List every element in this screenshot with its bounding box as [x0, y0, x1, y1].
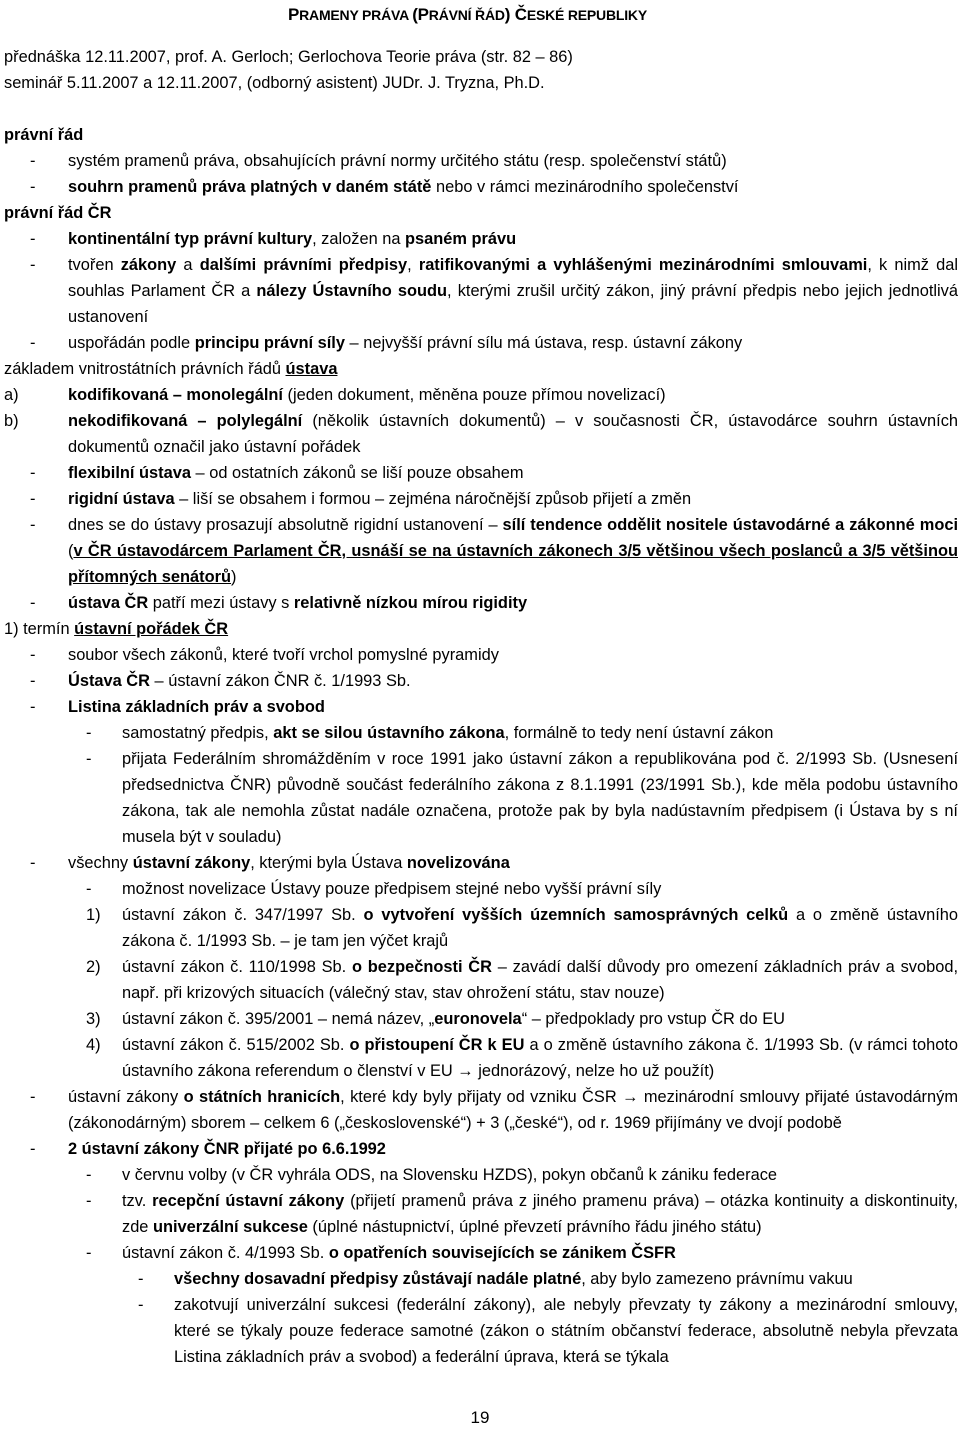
dash-marker: -	[86, 1244, 92, 1262]
section-heading-ustavni-poradek	[4, 616, 958, 642]
letter-marker: a)	[4, 386, 19, 404]
item-text: (úplné nástupnictví, úplné převzetí právního řádu jiného státu)	[307, 1218, 762, 1236]
title-part: ESKÉ REPUBLIKY	[526, 7, 647, 23]
list-item	[4, 1136, 958, 1162]
item-text: všechny	[68, 854, 133, 872]
number-marker: 3)	[86, 1010, 101, 1028]
item-text: ústavní zákon č. 515/2002 Sb.	[122, 1036, 350, 1054]
title-part: RAMENY PRÁVA	[299, 7, 413, 23]
bold-text: nálezy Ústavního soudu	[256, 282, 448, 300]
bold-text: relativně nízkou mírou rigidity	[293, 594, 528, 612]
list-item	[4, 954, 958, 1006]
item-text: a o změně ústavního zákona č. 1/1993 Sb. – je tam jen výčet krajů	[122, 906, 958, 950]
dash-marker: -	[86, 1192, 92, 1210]
list-item	[4, 174, 958, 200]
title-part: RÁVNÍ ŘÁD	[428, 7, 505, 23]
bold-text: flexibilní ústava	[68, 464, 191, 482]
list-item	[4, 1240, 958, 1266]
item-text: – ústavní zákon ČNR č. 1/1993 Sb.	[150, 672, 411, 690]
bold-text: Ústava ČR	[68, 672, 150, 690]
bold-text: ústava ČR	[68, 594, 149, 612]
bold-text: euronovela	[434, 1010, 522, 1028]
bold-text: univerzální sukcese	[152, 1218, 308, 1236]
item-text: možnost novelizace Ústavy pouze předpisem stejné nebo vyšší právní síly	[122, 880, 662, 898]
dash-marker: -	[30, 646, 36, 664]
underlined-bold-text: ústava	[285, 360, 338, 378]
dash-marker: -	[86, 880, 92, 898]
list-item	[4, 512, 958, 590]
list-item	[4, 1292, 958, 1370]
bold-text: kontinentální typ právní kultury	[68, 230, 313, 248]
number-marker: 2)	[86, 958, 101, 976]
dash-marker: -	[30, 516, 36, 534]
bold-text: recepční ústavní zákony	[152, 1192, 345, 1210]
list-item	[4, 486, 958, 512]
list-item	[4, 330, 958, 356]
item-text: a o změně ústavního zákona č. 1/1993 Sb. (v rámci tohoto ústavního zákona referendum o členství v EU → jednorázový, nelze ho už použít)	[122, 1036, 958, 1080]
item-text: – od ostatních zákonů se liší pouze obsahem	[190, 464, 524, 482]
list-item	[4, 1266, 958, 1292]
section-heading-pravni-rad	[4, 122, 958, 148]
list-item	[4, 1006, 958, 1032]
item-text: ,	[407, 256, 419, 274]
number-marker: 4)	[86, 1036, 101, 1054]
dash-marker: -	[138, 1270, 144, 1288]
list-item	[4, 694, 958, 720]
dash-marker: -	[30, 672, 36, 690]
list-item	[4, 1162, 958, 1188]
list-item	[4, 1032, 958, 1084]
item-text: soubor všech zákonů, které tvoří vrchol pomyslné pyramidy	[68, 646, 499, 664]
list-item	[4, 1188, 958, 1240]
dash-marker: -	[30, 464, 36, 482]
item-text: , kterými byla Ústava	[250, 854, 407, 872]
document-body	[4, 44, 958, 1370]
meta-lecture: přednáška 12.11.2007, prof. A. Gerloch; Gerlochova Teorie práva (str. 82 – 86)	[4, 48, 573, 66]
letter-marker: b)	[4, 412, 19, 430]
item-text: – zavádí další důvody pro omezení základních práv a svobod, např. při krizových situacích (válečný stav, stav ohrožení státu, stav nouze)	[122, 958, 958, 1002]
page-number: 19	[470, 1408, 490, 1427]
bold-text: dalšími právními předpisy	[199, 256, 408, 274]
dash-marker: -	[86, 1166, 92, 1184]
dash-marker: -	[30, 1140, 36, 1158]
dash-marker: -	[30, 1088, 36, 1106]
dash-marker: -	[30, 256, 36, 274]
bold-text: akt se silou ústavního zákona	[273, 724, 505, 742]
item-text: (několik ústavních dokumentů) – v současnosti ČR, ústavodárce souhrn ústavních dokumentů označil jako ústavní pořádek	[68, 412, 958, 456]
item-text: “ – předpoklady pro vstup ČR do EU	[521, 1010, 785, 1028]
bold-text: nekodifikovaná – polylegální	[68, 412, 303, 430]
item-text: (jeden dokument, měněna pouze přímou novelizací)	[282, 386, 666, 404]
bold-text: o státních hranicích	[183, 1088, 341, 1106]
dash-marker: -	[30, 490, 36, 508]
item-text: , kterými zrušil určitý zákon, jiný právní předpis nebo jejich jednotlivá ustanovení	[68, 282, 958, 326]
item-text: – nejvyšší právní sílu má ústava, resp. ústavní zákony	[344, 334, 743, 352]
item-text: , které kdy byly přijaty od vzniku ČSR → mezinárodní smlouvy přijaté ústavodárným (zákonodárným) sborem – celkem 6 („československé“) + 3 („české“), od r. 1969 přijímány ve dvojí podobě	[68, 1088, 958, 1132]
dash-marker: -	[30, 698, 36, 716]
underlined-bold-text: v ČR ústavodárcem Parlament ČR, usnáší se na ústavních zákonech 3/5 většinou všech poslanců a 3/5 většinou přítomných senátorů	[68, 542, 958, 586]
bold-text: novelizována	[406, 854, 510, 872]
dash-marker: -	[86, 724, 92, 742]
paragraph-ustava-intro	[4, 356, 958, 382]
item-text: zakotvují univerzální sukcesi (federální zákony), ale nebyly převzaty ty zákony a mezinárodní smlouvy, které se týkaly pouze federace samotné (zákon o státním občanství federace, absolutně nebyla převzata Listina základních práv a svobod) a federální úprava, která se týkala	[174, 1296, 958, 1366]
list-item	[4, 668, 958, 694]
item-text: ústavní zákon č. 395/2001 – nemá název, „	[122, 1010, 435, 1028]
item-text: a	[176, 256, 200, 274]
list-item	[4, 642, 958, 668]
item-text: , formálně to tedy není ústavní zákon	[504, 724, 774, 742]
list-item	[4, 252, 958, 330]
dash-marker: -	[30, 178, 36, 196]
title-part: ) Č	[504, 5, 527, 24]
bold-text: zákony	[120, 256, 177, 274]
dash-marker: -	[30, 152, 36, 170]
dash-marker: -	[86, 750, 92, 768]
item-text: systém pramenů práva, obsahujících právní normy určitého státu (resp. společenství států)	[68, 152, 727, 170]
list-item	[4, 902, 958, 954]
bold-text: kodifikovaná – monolegální	[68, 386, 283, 404]
item-text: , aby bylo zamezeno právnímu vakuu	[581, 1270, 853, 1288]
section-heading-pravni-rad-cr	[4, 200, 958, 226]
heading-text: právní řád	[4, 126, 84, 144]
bold-text: Listina základních práv a svobod	[68, 698, 325, 716]
item-text: základem vnitrostátních právních řádů	[4, 360, 286, 378]
underlined-bold-text: ústavní pořádek ČR	[74, 620, 229, 638]
dash-marker: -	[138, 1296, 144, 1314]
list-item	[4, 148, 958, 174]
meta-seminar: seminář 5.11.2007 a 12.11.2007, (odborný asistent) JUDr. J. Tryzna, Ph.D.	[4, 74, 545, 92]
item-text: 1) termín	[4, 620, 75, 638]
item-text: tvořen	[68, 256, 121, 274]
item-text: přijata Federálním shromážděním v roce 1991 jako ústavní zákon a republikována pod č. 2/1993 Sb. (Usnesení předsednictva ČNR) původně součást federálního zákona z 8.1.1991 (23/1991 Sb.), kde měla podobu ústavního zákona, tak ale nemohla zůstat nadále označena, protože pak by byla nadústavním předpisem (i Ústava by s ní musela být v souladu)	[122, 750, 958, 846]
item-text: , založen na	[312, 230, 406, 248]
item-text: – liší se obsahem i formou – zejména náročnější způsob přijetí a změn	[174, 490, 692, 508]
list-item	[4, 408, 958, 460]
item-text: ústavní zákon č. 4/1993 Sb.	[122, 1244, 329, 1262]
list-item	[4, 460, 958, 486]
item-text: ústavní zákon č. 347/1997 Sb.	[122, 906, 364, 924]
bold-text: principu právní síly	[194, 334, 345, 352]
heading-text: právní řád ČR	[4, 204, 112, 222]
list-item	[4, 876, 958, 902]
item-text: patří mezi ústavy s	[148, 594, 294, 612]
item-text: v červnu volby (v ČR vyhrála ODS, na Slovensku HZDS), pokyn občanů k zániku federace	[122, 1166, 778, 1184]
dash-marker: -	[30, 230, 36, 248]
bold-text: všechny dosavadní předpisy zůstávají nadále platné	[174, 1270, 582, 1288]
dash-marker: -	[30, 854, 36, 872]
item-text: dnes se do ústavy prosazují absolutně rigidní ustanovení –	[68, 516, 503, 534]
dash-marker: -	[30, 594, 36, 612]
bold-text: o přistoupení ČR k EU	[349, 1036, 525, 1054]
item-text: (	[68, 542, 74, 560]
bold-text: rigidní ústava	[68, 490, 175, 508]
item-text: )	[231, 568, 237, 586]
bold-text: o opatřeních souvisejících se zánikem ČSFR	[328, 1244, 676, 1262]
bold-text: o vytvoření vyšších územních samosprávných celků	[363, 906, 789, 924]
bold-text: 2 ústavní zákony ČNR přijaté po 6.6.1992	[68, 1140, 386, 1158]
page-title	[288, 5, 948, 25]
dash-marker: -	[30, 334, 36, 352]
title-part: P	[288, 5, 300, 24]
item-text: ústavní zákony	[68, 1088, 184, 1106]
item-text: , k nimž dal souhlas Parlament ČR a	[68, 256, 959, 300]
list-item	[4, 720, 958, 746]
list-item	[4, 1084, 958, 1136]
title-part: (P	[412, 5, 429, 24]
item-text: nebo v rámci mezinárodního společenství	[431, 178, 739, 196]
bold-text: ústavní zákony	[132, 854, 251, 872]
list-item	[4, 746, 958, 850]
bold-text: sílí tendence oddělit nositele ústavodárné a zákonné moci	[502, 516, 958, 534]
item-text: samostatný předpis,	[122, 724, 274, 742]
bold-text: o bezpečnosti ČR	[352, 958, 492, 976]
number-marker: 1)	[86, 906, 101, 924]
bold-text: souhrn pramenů práva platných v daném státě	[68, 178, 432, 196]
list-item	[4, 226, 958, 252]
item-text: uspořádán podle	[68, 334, 195, 352]
item-text: tzv.	[122, 1192, 153, 1210]
bold-text: ratifikovanými a vyhlášenými mezinárodními smlouvami	[418, 256, 868, 274]
list-item	[4, 850, 958, 876]
bold-text: psaném právu	[405, 230, 517, 248]
list-item	[4, 382, 958, 408]
item-text: (přijetí pramenů práva z jiného pramenu práva) – otázka kontinuity a diskontinuity, zde	[122, 1192, 959, 1236]
item-text: ústavní zákon č. 110/1998 Sb.	[122, 958, 352, 976]
list-item	[4, 590, 958, 616]
